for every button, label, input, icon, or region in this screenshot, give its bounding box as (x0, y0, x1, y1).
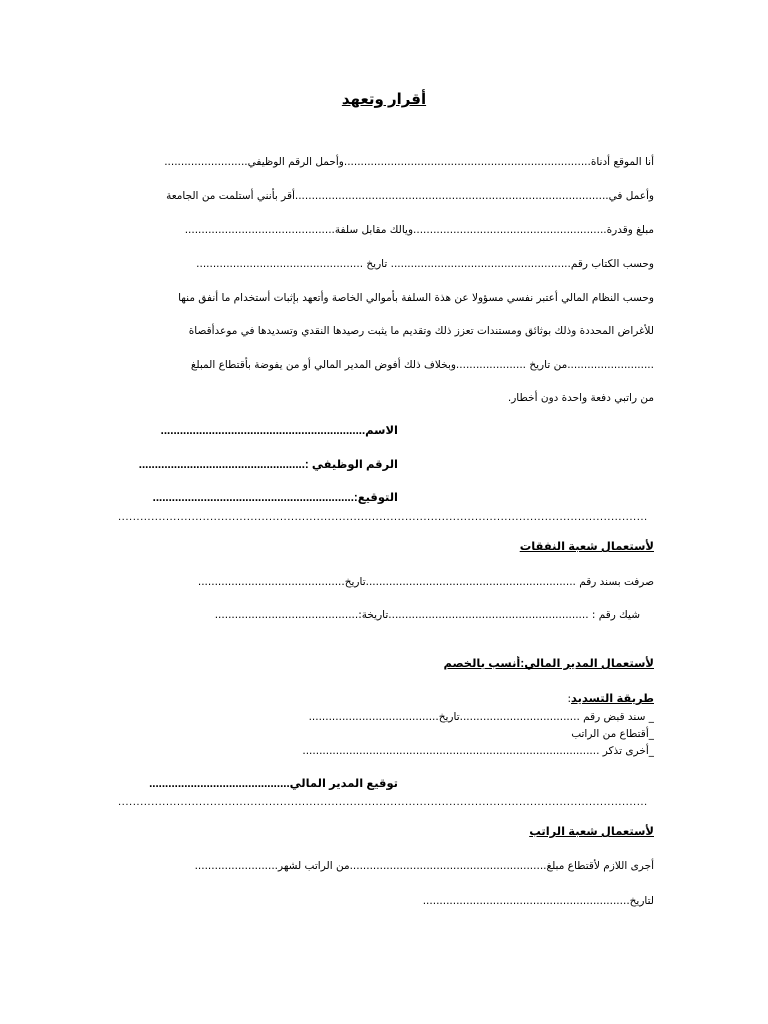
page-title: أقرار وتعهد (341, 91, 427, 108)
name-field[interactable]: الاسم................................................................ (160, 425, 398, 437)
declaration-line-3: مبلغ وقدرة..........................................................ويالك مقابل سلفة............................................. (184, 224, 654, 236)
repayment-option-other: _أخرى تذكر ......................................................................................... (302, 745, 654, 757)
repayment-method-colon: : (567, 693, 571, 705)
salary-date-line: لتاريخ.............................................................. (422, 895, 654, 907)
declaration-line-5: وحسب النظام المالي أعتبر نفسي مسؤولا عن هذة السلفة بأموالي الخاصة وأتعهد بإثبات أستخدام ما أنفق منها (178, 292, 654, 304)
salary-section-heading: لأستعمال شعبة الراتب (529, 826, 654, 838)
employee-number-field[interactable]: الرقم الوظيفي :.................................................... (138, 459, 398, 471)
repayment-option-receipt: _ سند قبض رقم ....................................تاريخ....................................... (308, 711, 654, 723)
declaration-line-8: من راتبي دفعة واحدة دون أخطار. (507, 392, 654, 404)
declaration-line-6: للأغراض المحددة وذلك بوثائق ومستندات تعزز ذلك وتقديم ما يثبت رصيدها النقدي وتسديدها في موعدأقصاة (188, 325, 654, 337)
expenses-cheque-line: شيك رقم : ............................................................تاريخة:........................................... (214, 609, 640, 621)
finance-director-heading: لأستعمال المدير المالي:أنسب بالخصم (443, 658, 654, 670)
salary-deduction-line: أجرى اللازم لأقتطاع مبلغ...........................................................من الراتب لشهر......................... (194, 860, 654, 872)
finance-director-signature[interactable]: توقيع المدير المالي............................................ (149, 778, 398, 790)
separator-line-1: ................................................................................................................................................ (118, 512, 648, 523)
declaration-line-4: وحسب الكتاب رقم...................................................... تاريخ .................................................. (196, 258, 654, 270)
repayment-method-row (500, 691, 654, 707)
expenses-section-heading: لأستعمال شعبة النفقات (519, 541, 654, 553)
separator-line-2: ................................................................................................................................................ (118, 797, 648, 808)
expenses-voucher-line: صرفت بسند رقم ...............................................................تاريخ............................................ (197, 576, 654, 588)
declaration-line-2: وأعمل في..............................................................................................أقر بأنني أستلمت من الجامعة (166, 190, 654, 202)
repayment-method-label: طريقة التسديد (570, 693, 654, 705)
signature-field[interactable]: التوقيع:............................................................... (152, 492, 398, 504)
declaration-line-7: ..........................من تاريخ .....................وبخلاف ذلك أفوض المدير المالي أو من يفوضة بأقتطاع المبلغ (190, 359, 654, 371)
declaration-line-1: أنا الموقع أدناة..........................................................................وأحمل الرقم الوظيفي......................... (164, 156, 654, 168)
repayment-option-salary-deduction: _أقتطاع من الراتب (571, 728, 654, 740)
